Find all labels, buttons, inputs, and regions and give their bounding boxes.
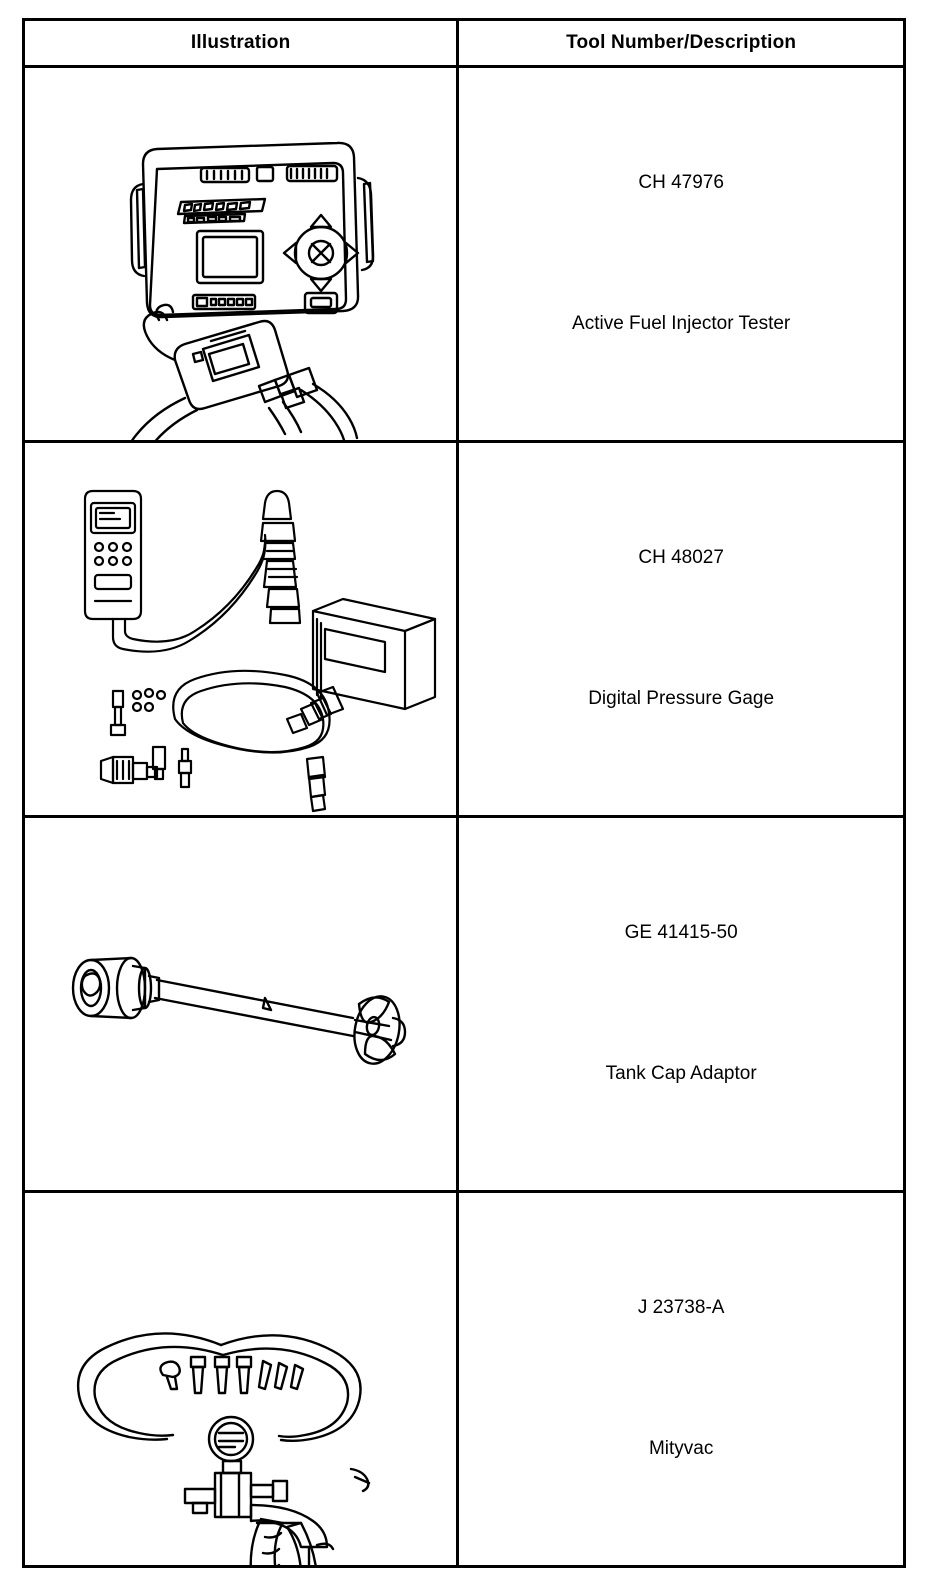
tool-number: GE 41415-50 bbox=[624, 922, 738, 944]
special-tools-table bbox=[22, 18, 906, 1568]
tank-cap-adaptor-illustration bbox=[25, 818, 456, 1190]
table-row bbox=[24, 442, 905, 817]
tool-description: Digital Pressure Gage bbox=[588, 688, 775, 709]
tool-description: Mityvac bbox=[648, 1438, 714, 1459]
tool-number: J 23738-A bbox=[637, 1297, 725, 1319]
illustration-cell bbox=[24, 67, 458, 442]
mityvac-illustration bbox=[25, 1193, 456, 1565]
column-header-description: Tool Number/Description bbox=[458, 20, 905, 67]
description-cell bbox=[458, 817, 905, 1192]
digital-pressure-gage-illustration bbox=[25, 443, 456, 815]
description-cell bbox=[458, 1192, 905, 1567]
table-row bbox=[24, 67, 905, 442]
illustration-cell bbox=[24, 1192, 458, 1567]
table-header-row bbox=[24, 20, 905, 67]
column-header-illustration: Illustration bbox=[24, 20, 458, 67]
description-cell bbox=[458, 442, 905, 817]
tool-description: Tank Cap Adaptor bbox=[605, 1063, 757, 1084]
tool-number: CH 47976 bbox=[638, 172, 724, 194]
illustration-cell bbox=[24, 442, 458, 817]
table-row bbox=[24, 817, 905, 1192]
active-fuel-injector-tester-illustration bbox=[25, 68, 456, 440]
illustration-cell bbox=[24, 817, 458, 1192]
tool-description: Active Fuel Injector Tester bbox=[572, 313, 791, 334]
tool-number: CH 48027 bbox=[638, 547, 724, 569]
table-row bbox=[24, 1192, 905, 1567]
description-cell bbox=[458, 67, 905, 442]
